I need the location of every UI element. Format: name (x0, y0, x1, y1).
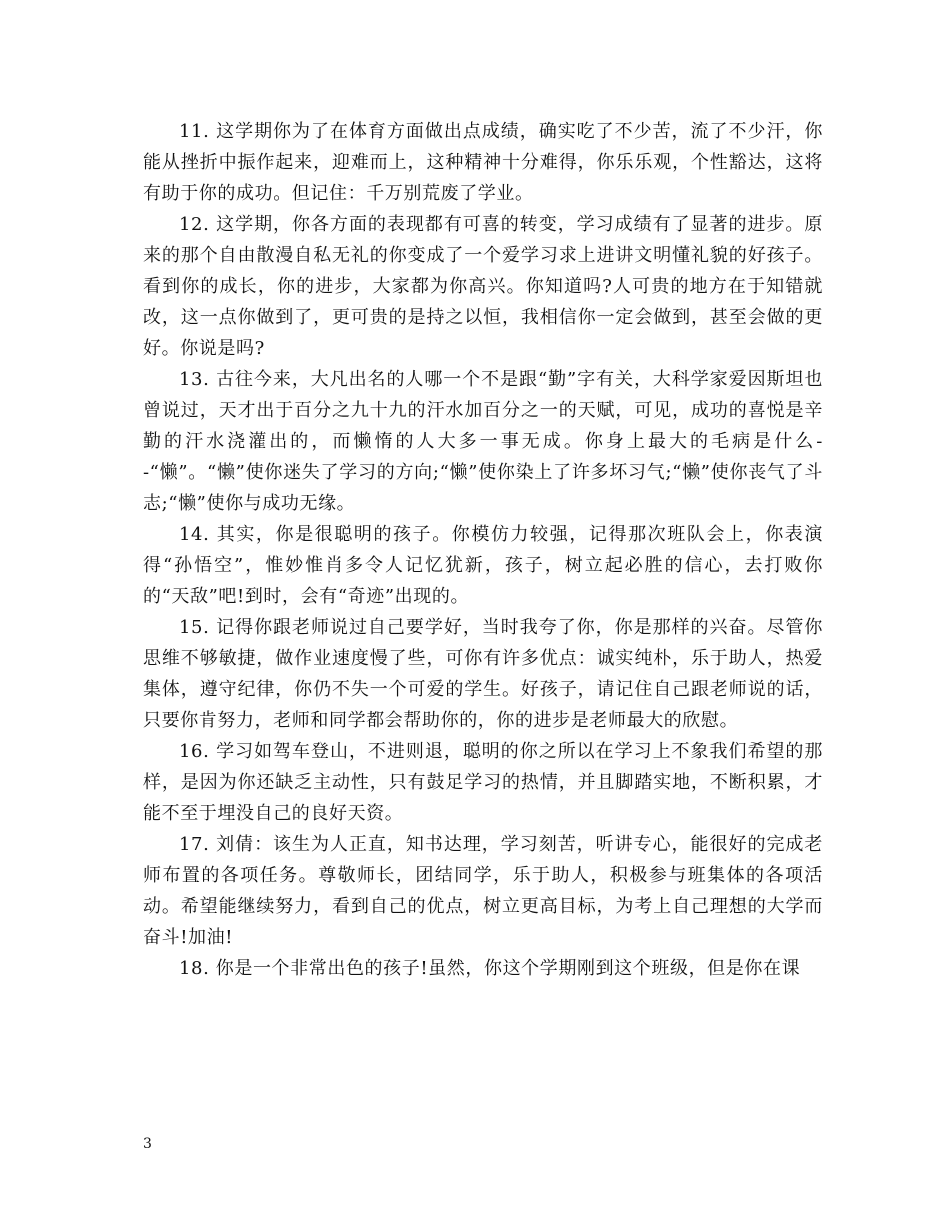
comment-paragraph-16: 16. 学习如驾车登山，不进则退，聪明的你之所以在学习上不象我们希望的那样，是因为你还缺乏主动性，只有鼓足学习的热情，并且脚踏实地，不断积累，才能不至于埋没自己的良好天资。 (143, 741, 823, 824)
document-body (143, 116, 823, 984)
comment-paragraph-15: 15. 记得你跟老师说过自己要学好，当时我夸了你，你是那样的兴奋。尽管你思维不够敏捷，做作业速度慢了些，可你有许多优点：诚实纯朴，乐于助人，热爱集体，遵守纪律，你仍不失一个可爱的学生。好孩子，请记住自己跟老师说的话，只要你肯努力，老师和同学都会帮助你的，你的进步是老师最大的欣慰。 (143, 617, 823, 731)
comment-paragraph-14: 14. 其实，你是很聪明的孩子。你模仿力较强，记得那次班队会上，你表演得“孙悟空”，惟妙惟肖多令人记忆犹新，孩子，树立起必胜的信心，去打败你的“天敌”吧!到时，会有“奇迹”出现的。 (143, 524, 823, 607)
page-number: 3 (143, 1136, 152, 1152)
comment-paragraph-12: 12. 这学期，你各方面的表现都有可喜的转变，学习成绩有了显著的进步。原来的那个自由散漫自私无礼的你变成了一个爱学习求上进讲文明懂礼貌的好孩子。看到你的成长，你的进步，大家都为你高兴。你知道吗?人可贵的地方在于知错就改，这一点你做到了，更可贵的是持之以恒，我相信你一定会做到，甚至会做的更好。你说是吗? (143, 214, 823, 359)
comment-paragraph-13: 13. 古往今来，大凡出名的人哪一个不是跟“勤”字有关，大科学家爱因斯坦也曾说过，天才出于百分之九十九的汗水加百分之一的天赋，可见，成功的喜悦是辛勤的汗水浇灌出的，而懒惰的人大多一事无成。你身上最大的毛病是什么--“懒”。“懒”使你迷失了学习的方向;“懒”使你染上了许多坏习气;“懒”使你丧气了斗志;“懒”使你与成功无缘。 (143, 369, 823, 514)
comment-paragraph-11: 11. 这学期你为了在体育方面做出点成绩，确实吃了不少苦，流了不少汗，你能从挫折中振作起来，迎难而上，这种精神十分难得，你乐乐观，个性豁达，这将有助于你的成功。但记住：千万别荒废了学业。 (143, 121, 823, 204)
comment-paragraph-17: 17. 刘倩：该生为人正直，知书达理，学习刻苦，听讲专心，能很好的完成老师布置的各项任务。尊敬师长，团结同学，乐于助人，积极参与班集体的各项活动。希望能继续努力，看到自己的优点，树立更高目标，为考上自己理想的大学而奋斗!加油! (143, 834, 823, 948)
comment-paragraph-18: 18. 你是一个非常出色的孩子!虽然，你这个学期刚到这个班级，但是你在课 (179, 958, 801, 979)
